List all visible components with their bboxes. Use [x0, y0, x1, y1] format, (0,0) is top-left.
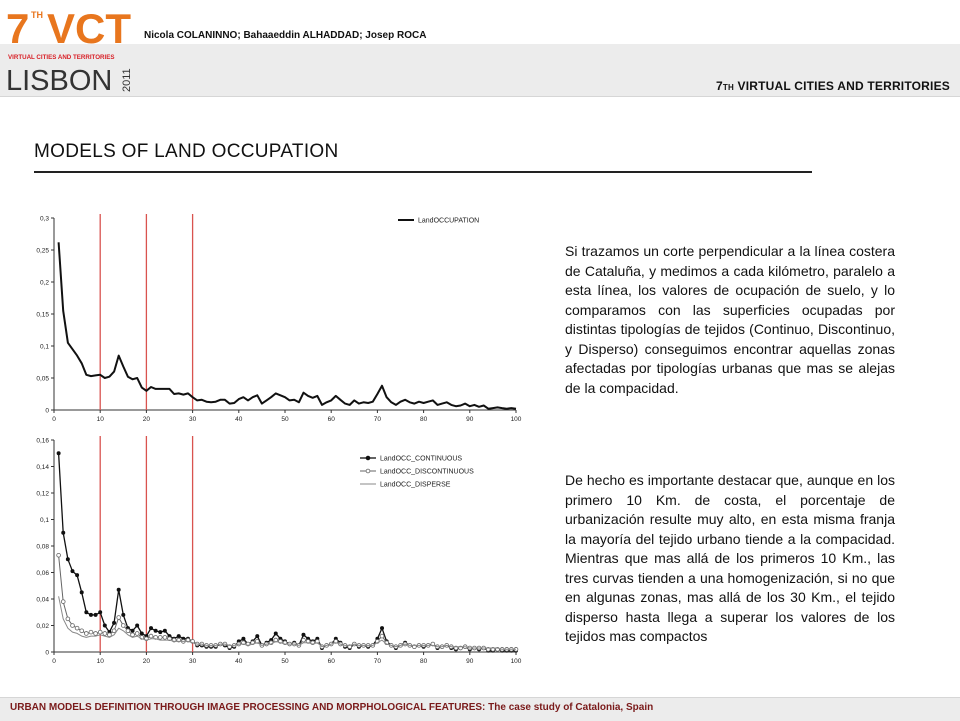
x-tick-label: 50	[281, 416, 289, 423]
y-tick-label: 0,06	[36, 570, 49, 577]
data-point	[380, 627, 383, 630]
x-tick-label: 20	[142, 416, 151, 423]
logo-city: LISBON	[6, 65, 113, 96]
footer-band	[0, 697, 960, 721]
x-tick-label: 0	[52, 416, 56, 423]
y-tick-label: 0,12	[36, 490, 49, 498]
data-point	[71, 570, 74, 573]
y-tick-label: 0,08	[36, 543, 49, 551]
data-point	[242, 637, 245, 640]
x-tick-label: 10	[96, 416, 104, 423]
y-tick-label: 0,25	[36, 247, 49, 255]
paragraph-1: Si trazamos un corte perpendicular a la línea costera de Cataluña, y medimos a cada kilómetro, paralelo a esta línea, los valores de ocupación de suelo, y lo comparamos con las superficies ocupadas por distintas tipologías de tejidos (Continuo, Discontinuo, y Disperso) conseguimos encontrar aquellas zonas afectadas por tipologías urbanas que mas se alejas de la compacidad.	[565, 243, 895, 396]
data-point	[85, 611, 88, 614]
data-point	[71, 624, 75, 628]
data-point	[94, 613, 97, 616]
land-occupation-chart	[30, 208, 530, 428]
logo-name: VCT	[47, 5, 131, 52]
logo-tagline: VIRTUAL CITIES AND TERRITORIES	[8, 54, 115, 61]
x-tick-label: 40	[235, 658, 243, 665]
y-tick-label: 0,04	[36, 596, 49, 604]
data-point	[112, 621, 115, 624]
series-line-landocc-discontinuous	[59, 555, 516, 649]
y-tick-label: 0	[45, 649, 49, 657]
data-point	[135, 632, 139, 636]
data-point	[66, 617, 70, 621]
x-tick-label: 50	[281, 658, 289, 665]
logo-year: 2011	[121, 68, 133, 92]
data-point	[103, 624, 106, 627]
y-tick-label: 0,14	[36, 464, 49, 471]
paragraph-2: De hecho es importante destacar que, aunque en los primero 10 Km. de costa, el porcentaje de urbanización resulte muy alto, en esta misma franja la mayoría del tejido urbano tiende a la compacidad. Mientras que mas allá de los primeros 10 Km., las tres curvas tienden a una homogenización, si no que en algunas zonas, mas allá de los 30 Km., el tejido disperso hasta llega a superar los valores de los tejidos mas compactos	[565, 472, 895, 644]
y-tick-label: 0,3	[39, 215, 49, 223]
conf-sup: TH	[722, 83, 734, 92]
conference-title	[716, 79, 950, 93]
data-point	[302, 633, 305, 636]
legend-label: LandOCC_CONTINUOUS	[380, 455, 463, 463]
y-tick-label: 0,16	[36, 437, 49, 445]
series-line-landocc-disperse	[59, 596, 516, 649]
data-point	[177, 635, 180, 638]
data-point	[89, 630, 93, 634]
data-point	[158, 636, 162, 640]
x-tick-label: 90	[466, 658, 474, 665]
x-tick-label: 40	[235, 416, 243, 423]
section-title: MODELS OF LAND OCCUPATION	[34, 141, 339, 162]
data-point	[380, 634, 384, 638]
legend-marker	[366, 456, 370, 460]
conf-rest: VIRTUAL CITIES AND TERRITORIES	[734, 79, 950, 93]
data-point	[98, 630, 102, 634]
data-point	[159, 631, 162, 634]
legend-label: LandOCCUPATION	[418, 217, 480, 225]
legend-label: LandOCC_DISPERSE	[380, 481, 451, 489]
data-point	[57, 452, 60, 455]
x-tick-label: 60	[327, 658, 335, 665]
x-tick-label: 60	[327, 416, 335, 423]
data-point	[89, 613, 92, 616]
authors: Nicola COLANINNO; Bahaaeddin ALHADDAD; Josep ROCA	[144, 30, 427, 41]
x-tick-label: 30	[188, 658, 197, 665]
data-point	[117, 588, 120, 591]
legend-label: LandOCC_DISCONTINUOUS	[380, 468, 474, 476]
y-tick-label: 0,02	[36, 623, 49, 630]
x-tick-label: 10	[96, 658, 104, 665]
y-tick-label: 0,2	[39, 279, 49, 287]
vct-logo	[0, 0, 140, 96]
legend-marker	[366, 469, 370, 473]
x-tick-label: 100	[510, 416, 522, 423]
data-point	[57, 553, 61, 557]
footer-title: URBAN MODELS DEFINITION THROUGH IMAGE PROCESSING AND MORPHOLOGICAL FEATURES:	[10, 702, 486, 713]
data-point	[121, 624, 125, 628]
series-line-landoccupation	[59, 242, 516, 408]
data-point	[75, 626, 79, 630]
data-point	[99, 611, 102, 614]
data-point	[131, 629, 134, 632]
x-tick-label: 80	[419, 416, 428, 423]
data-point	[80, 629, 84, 633]
data-point	[80, 591, 83, 594]
y-tick-label: 0	[45, 407, 49, 415]
data-point	[117, 616, 121, 620]
data-point	[154, 629, 157, 632]
x-tick-label: 70	[373, 416, 382, 423]
data-point	[66, 558, 69, 561]
conf-prefix: 7	[716, 79, 723, 93]
logo-sup: TH	[31, 10, 43, 20]
x-tick-label: 70	[373, 658, 382, 665]
footer-text	[10, 702, 653, 713]
land-occupation-by-type-chart	[30, 430, 530, 665]
x-tick-label: 80	[419, 658, 428, 665]
x-tick-label: 0	[52, 658, 56, 665]
footer-subtitle: The case study of Catalonia, Spain	[485, 702, 654, 713]
data-point	[136, 624, 139, 627]
data-point	[302, 638, 306, 642]
x-tick-label: 100	[510, 658, 522, 665]
data-point	[274, 632, 277, 635]
title-divider	[34, 171, 812, 173]
data-point	[122, 613, 125, 616]
data-point	[62, 531, 65, 534]
data-point	[149, 634, 153, 638]
data-point	[103, 632, 107, 636]
data-point	[126, 629, 130, 633]
data-point	[94, 632, 98, 636]
data-point	[61, 600, 65, 604]
x-tick-label: 20	[142, 658, 151, 665]
data-point	[163, 629, 166, 632]
data-point	[163, 636, 167, 640]
x-tick-label: 90	[466, 416, 474, 423]
y-tick-label: 0,1	[39, 343, 49, 351]
data-point	[149, 627, 152, 630]
data-point	[256, 635, 259, 638]
x-tick-label: 30	[188, 416, 197, 423]
y-tick-label: 0,05	[36, 375, 49, 383]
data-point	[76, 574, 79, 577]
y-tick-label: 0,1	[39, 517, 49, 524]
logo-number: 7	[6, 5, 30, 52]
data-point	[84, 632, 88, 636]
data-point	[140, 632, 143, 635]
y-tick-label: 0,15	[36, 311, 49, 319]
